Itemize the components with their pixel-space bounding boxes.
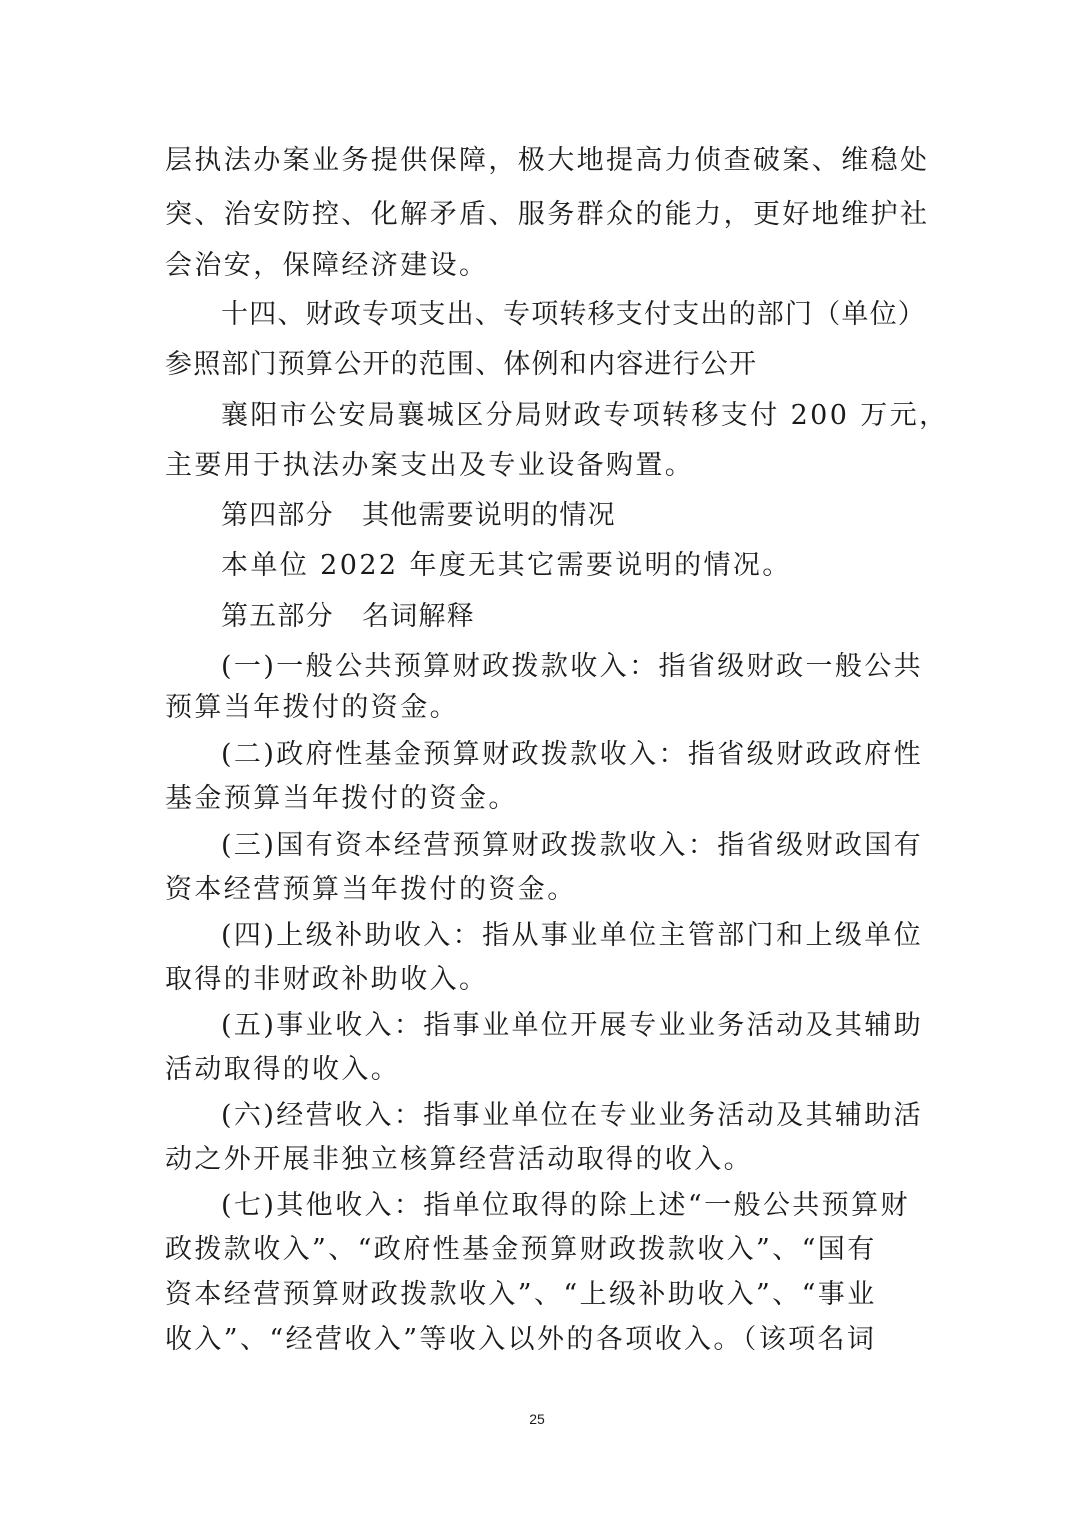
definition-continuation: 收入”、“经营收入”等收入以外的各项收入。（该项名词: [165, 1324, 877, 1355]
body-text-line: 突、治安防控、化解矛盾、服务群众的能力，更好地维护社: [165, 199, 930, 230]
definition-item: (三)国有资本经营预算财政拨款收入：指省级财政国有: [221, 830, 924, 861]
body-text-line: 层执法办案业务提供保障，极大地提高力侦查破案、维稳处: [165, 145, 930, 176]
definition-item: (一)一般公共预算财政拨款收入：指省级财政一般公共: [221, 651, 924, 682]
definition-continuation: 动之外开展非独立核算经营活动取得的收入。: [165, 1144, 753, 1175]
definition-continuation: 政拨款收入”、“政府性基金预算财政拨款收入”、“国有: [165, 1234, 877, 1265]
definition-continuation: 资本经营预算当年拨付的资金。: [165, 874, 577, 905]
definition-item: (五)事业收入：指事业单位开展专业业务活动及其辅助: [221, 1010, 924, 1041]
definition-item: (七)其他收入：指单位取得的除上述“一般公共预算财: [221, 1190, 910, 1221]
body-text-line: 会治安，保障经济建设。: [165, 250, 489, 281]
body-text-line: 本单位 2022 年度无其它需要说明的情况。: [221, 550, 792, 581]
definition-continuation: 活动取得的收入。: [165, 1054, 401, 1085]
body-text-line: 主要用于执法办案支出及专业设备购置。: [165, 450, 695, 481]
definition-item: (四)上级补助收入：指从事业单位主管部门和上级单位: [221, 920, 924, 951]
section-heading: 十四、财政专项支出、专项转移支付支出的部门（单位）: [221, 299, 926, 330]
definition-item: (二)政府性基金预算财政拨款收入：指省级财政政府性: [221, 739, 924, 770]
definition-continuation: 预算当年拨付的资金。: [165, 692, 459, 723]
definition-continuation: 资本经营预算财政拨款收入”、“上级补助收入”、“事业: [165, 1279, 877, 1310]
definition-continuation: 基金预算当年拨付的资金。: [165, 783, 518, 814]
section-heading-continuation: 参照部门预算公开的范围、体例和内容进行公开: [165, 349, 758, 380]
part-heading: 第四部分 其他需要说明的情况: [221, 500, 616, 531]
page-number: 25: [529, 1411, 545, 1427]
part-heading: 第五部分 名词解释: [221, 601, 475, 632]
definition-item: (六)经营收入：指事业单位在专业业务活动及其辅助活: [221, 1100, 924, 1131]
definition-continuation: 取得的非财政补助收入。: [165, 964, 489, 995]
body-text-line: 襄阳市公安局襄城区分局财政专项转移支付 200 万元，: [221, 400, 949, 431]
